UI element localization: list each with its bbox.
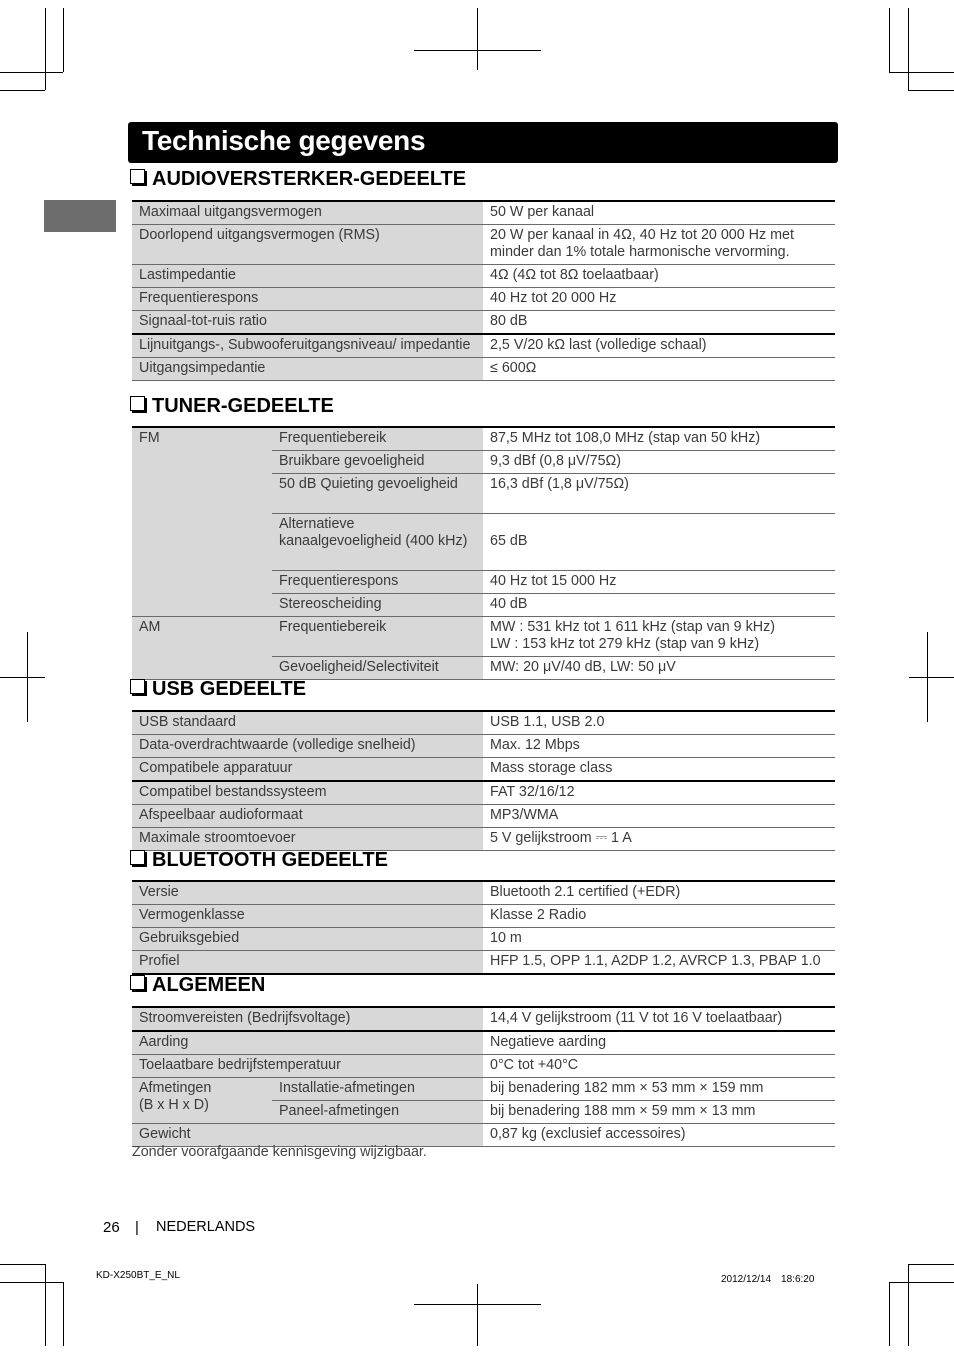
spec-value: 16,3 dBf (1,8 μV/75Ω) — [483, 474, 835, 514]
spec-value: 0°C tot +40°C — [483, 1055, 835, 1078]
table-row — [132, 1031, 835, 1055]
table-row — [132, 758, 835, 782]
spec-value: 9,3 dBf (0,8 μV/75Ω) — [483, 451, 835, 474]
section-heading-tuner: TUNER-GEDEELTE — [130, 395, 334, 418]
table-row — [132, 905, 835, 928]
spec-value: 40 Hz tot 20 000 Hz — [483, 288, 835, 311]
spec-value: Klasse 2 Radio — [483, 905, 835, 928]
spec-label: Frequentiebereik — [272, 427, 483, 451]
spec-value: ≤ 600Ω — [483, 358, 835, 381]
footer-document-code: KD-X250BT_E_NL — [96, 1270, 180, 1281]
table-row — [132, 358, 835, 381]
spec-value: 4Ω (4Ω tot 8Ω toelaatbaar) — [483, 265, 835, 288]
footer-timestamp: 2012/12/14 18:6:20 — [721, 1274, 815, 1285]
table-row — [132, 828, 835, 851]
table-row — [132, 735, 835, 758]
table-row — [132, 1078, 835, 1101]
general-spec-table — [132, 1006, 835, 1147]
spec-value: MW: 20 μV/40 dB, LW: 50 μV — [483, 657, 835, 680]
spec-label: Installatie-afmetingen — [272, 1078, 483, 1101]
spec-label: Vermogenklasse — [132, 905, 483, 928]
table-row — [132, 225, 835, 265]
spec-value: Bluetooth 2.1 certified (+EDR) — [483, 881, 835, 905]
table-row — [132, 928, 835, 951]
spec-label: Data-overdrachtwaarde (volledige snelheid) — [132, 735, 483, 758]
language-label: NEDERLANDS — [156, 1219, 256, 1235]
spec-label: USB standaard — [132, 711, 483, 735]
page-number: 26 — [103, 1219, 120, 1236]
square-bullet-icon — [130, 169, 145, 184]
spec-value: 2,5 V/20 kΩ last (volledige schaal) — [483, 334, 835, 358]
spec-value: 14,4 V gelijkstroom (11 V tot 16 V toelaatbaar) — [483, 1007, 835, 1031]
spec-label: Maximaal uitgangsvermogen — [132, 201, 483, 225]
section-heading-usb: USB GEDEELTE — [130, 678, 306, 701]
spec-value: bij benadering 182 mm × 53 mm × 159 mm — [483, 1078, 835, 1101]
spec-label: Compatibele apparatuur — [132, 758, 483, 782]
table-row — [132, 711, 835, 735]
spec-value: 87,5 MHz tot 108,0 MHz (stap van 50 kHz) — [483, 427, 835, 451]
spec-value: 20 W per kanaal in 4Ω, 40 Hz tot 20 000 Hz met minder dan 1% totale harmonische vervorming. — [483, 225, 835, 265]
usb-spec-table — [132, 710, 835, 851]
square-bullet-icon — [130, 975, 145, 990]
page-title: Technische gegevens — [142, 125, 426, 156]
spec-value: 10 m — [483, 928, 835, 951]
band-label-am: AM — [132, 617, 272, 680]
table-row — [132, 781, 835, 805]
table-row — [132, 265, 835, 288]
language-side-tab — [44, 200, 116, 232]
square-bullet-icon — [130, 396, 145, 411]
spec-label: Maximale stroomtoevoer — [132, 828, 483, 851]
table-row — [132, 311, 835, 335]
section-heading-audio: AUDIOVERSTERKER-GEDEELTE — [130, 168, 466, 191]
table-row — [132, 288, 835, 311]
spec-label: Profiel — [132, 951, 483, 975]
spec-label: Stereoscheiding — [272, 594, 483, 617]
spec-value: Max. 12 Mbps — [483, 735, 835, 758]
spec-value: HFP 1.5, OPP 1.1, A2DP 1.2, AVRCP 1.3, PBAP 1.0 — [483, 951, 835, 975]
spec-label: Gewicht — [132, 1124, 483, 1147]
spec-label: Frequentierespons — [132, 288, 483, 311]
tuner-spec-table — [132, 426, 835, 680]
table-row — [132, 617, 835, 657]
section-heading-general: ALGEMEEN — [130, 974, 265, 997]
spec-label: Bruikbare gevoeligheid — [272, 451, 483, 474]
spec-value: FAT 32/16/12 — [483, 781, 835, 805]
spec-label: Aarding — [132, 1031, 483, 1055]
spec-label: Lastimpedantie — [132, 265, 483, 288]
spec-label: Versie — [132, 881, 483, 905]
spec-value: 40 dB — [483, 594, 835, 617]
audio-spec-table — [132, 200, 835, 381]
spec-label: Compatibel bestandssysteem — [132, 781, 483, 805]
spec-label: Lijnuitgangs-, Subwooferuitgangsniveau/ impedantie — [132, 334, 483, 358]
spec-value: 50 W per kanaal — [483, 201, 835, 225]
page-separator: | — [135, 1219, 139, 1236]
spec-label: Gebruiksgebied — [132, 928, 483, 951]
spec-value: bij benadering 188 mm × 59 mm × 13 mm — [483, 1101, 835, 1124]
table-row — [132, 805, 835, 828]
spec-label: Gevoeligheid/Selectiviteit — [272, 657, 483, 680]
table-row — [132, 881, 835, 905]
spec-value: MP3/WMA — [483, 805, 835, 828]
footnote: Zonder voorafgaande kennisgeving wijzigbaar. — [132, 1144, 427, 1160]
band-label-fm: FM — [132, 427, 272, 617]
dimensions-label: Afmetingen (B x H x D) — [132, 1078, 272, 1124]
spec-label: Alternatieve kanaalgevoeligheid (400 kHz) — [272, 514, 483, 571]
spec-label: Uitgangsimpedantie — [132, 358, 483, 381]
spec-value: 5 V gelijkstroom ⎓ 1 A — [483, 828, 835, 851]
spec-label: Stroomvereisten (Bedrijfsvoltage) — [132, 1007, 483, 1031]
square-bullet-icon — [130, 679, 145, 694]
spec-value: Mass storage class — [483, 758, 835, 782]
spec-label: Doorlopend uitgangsvermogen (RMS) — [132, 225, 483, 265]
spec-value: 40 Hz tot 15 000 Hz — [483, 571, 835, 594]
spec-label: Afspeelbaar audioformaat — [132, 805, 483, 828]
spec-label: Frequentiebereik — [272, 617, 483, 657]
table-row — [132, 334, 835, 358]
spec-label: Toelaatbare bedrijfstemperatuur — [132, 1055, 483, 1078]
spec-value: 0,87 kg (exclusief accessoires) — [483, 1124, 835, 1147]
spec-label: 50 dB Quieting gevoeligheid — [272, 474, 483, 514]
page-title-bar — [128, 122, 838, 163]
square-bullet-icon — [130, 850, 145, 865]
table-row — [132, 1055, 835, 1078]
spec-label: Frequentierespons — [272, 571, 483, 594]
table-row — [132, 427, 835, 451]
spec-value: 80 dB — [483, 311, 835, 335]
spec-value: USB 1.1, USB 2.0 — [483, 711, 835, 735]
spec-value: Negatieve aarding — [483, 1031, 835, 1055]
bluetooth-spec-table — [132, 880, 835, 975]
table-row — [132, 1007, 835, 1031]
spec-value: MW : 531 kHz tot 1 611 kHz (stap van 9 kHz) LW : 153 kHz tot 279 kHz (stap van 9 kHz) — [483, 617, 835, 657]
spec-label: Signaal-tot-ruis ratio — [132, 311, 483, 335]
table-row — [132, 951, 835, 975]
spec-value: 65 dB — [483, 514, 835, 571]
table-row — [132, 201, 835, 225]
section-heading-bluetooth: BLUETOOTH GEDEELTE — [130, 849, 388, 872]
spec-label: Paneel-afmetingen — [272, 1101, 483, 1124]
